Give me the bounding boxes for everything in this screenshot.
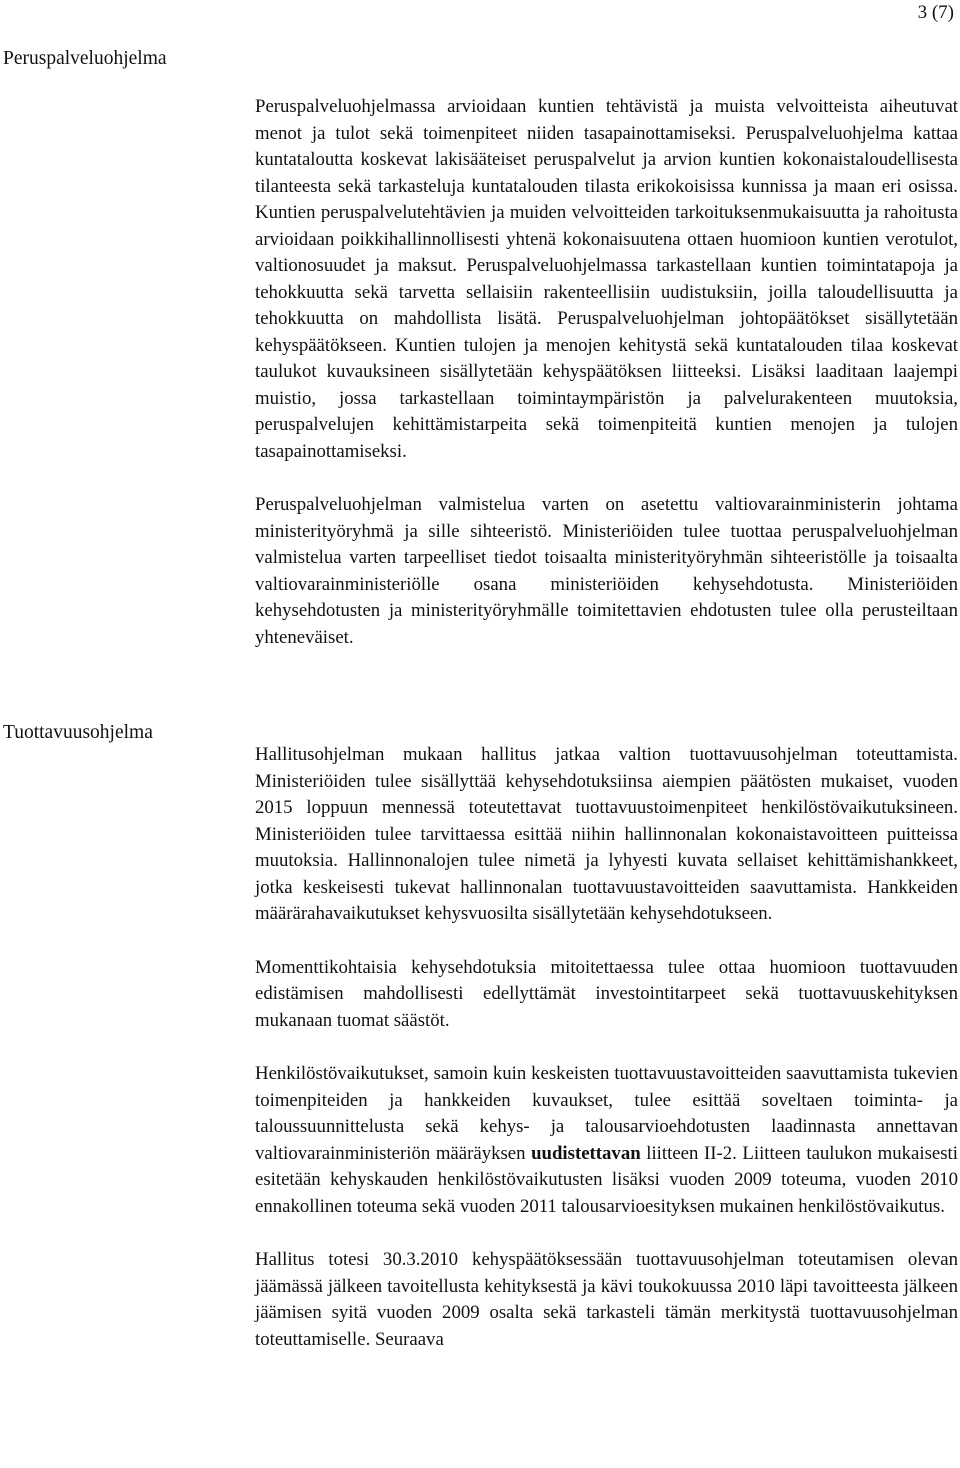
section-body-peruspalveluohjelma bbox=[255, 94, 958, 651]
section-heading-peruspalveluohjelma: Peruspalveluohjelma bbox=[3, 48, 167, 69]
page-number: 3 (7) bbox=[917, 2, 954, 23]
paragraph bbox=[255, 1061, 958, 1220]
section-body-tuottavuusohjelma bbox=[255, 742, 958, 1353]
paragraph: Peruspalveluohjelmassa arvioidaan kuntien tehtävistä ja muista velvoitteista aiheutuvat menot ja tulot sekä toimenpiteet niiden tasapainottamiseksi. Peruspalveluohjelma kattaa kuntataloutta koskevat lakisääteiset peruspalvelut ja arvion kuntien kokonaistaloudellisesta tilanteesta sekä tarkasteluja kuntatalouden tilasta erikokoisissa kunnissa ja maan eri osissa. Kuntien peruspalvelutehtävien ja muiden velvoitteiden tarkoituksenmukaisuutta ja rahoitusta arvioidaan poikkihallinnollisesti yhtenä kokonaisuutena ottaen huomioon kuntien verotulot, valtionosuudet ja maksut. Peruspalveluohjelmassa tarkastellaan kuntien toimintatapoja ja tehokkuutta sekä tarvetta sellaisiin rakenteellisiin uudistuksiin, joilla taloudellisuutta ja tehokkuutta on mahdollista lisätä. Peruspalveluohjelman johtopäätökset sisällytetään kehyspäätökseen. Kuntien tulojen ja menojen kehitystä sekä kuntatalouden tilaa koskevat taulukot kuvauksineen sisällytetään kehyspäätöksen liitteeksi. Lisäksi laaditaan laajempi muistio, jossa tarkastellaan toimintaympäristön ja palvelurakenteen muutoksia, peruspalvelujen kehittämistarpeita sekä toimenpiteitä kuntien menojen ja tulojen tasapainottamiseksi. bbox=[255, 96, 958, 462]
section-heading-tuottavuusohjelma: Tuottavuusohjelma bbox=[3, 722, 153, 743]
paragraph-text: liitteen II-2. Liitteen taulukon mukaisesti esitetään kehyskauden henkilöstövaikutusten lisäksi vuoden 2009 toteuma, vuoden 2010 ennakollinen toteuma sekä vuoden 2011 talousarvioesityksen mukainen henkilöstövaikutus. bbox=[255, 1142, 958, 1217]
paragraph: Hallitusohjelman mukaan hallitus jatkaa valtion tuottavuusohjelman toteuttamista. Ministeriöiden tulee sisällyttää kehysehdotuksiinsa aiempien päätösten mukaiset, vuoden 2015 loppuun mennessä toteutettavat tuottavuustoimenpiteet henkilöstövaikutuksineen. Ministeriöiden tulee tarvittaessa esittää niihin hallinnonalan kokonaistavoitteen puitteissa muutoksia. Hallinnonalojen tulee nimetä ja lyhyesti kuvata sellaiset kehittämishankkeet, jotka keskeisesti tukevat hallinnonalan tuottavuustavoitteiden saavuttamista. Hankkeiden määrärahavaikutukset kehysvuosilta sisällytetään kehysehdotukseen. bbox=[255, 744, 958, 924]
paragraph-text: Henkilöstövaikutukset, samoin kuin keskeisten tuottavuustavoitteiden saavuttamista tukevien toimenpiteiden ja hankkeiden kuvaukset, tulee esittää soveltaen toiminta- ja taloussuunnittelusta sekä kehys- ja talousarvioehdotusten laadinnasta annettavan valtiovarainministeriön määräyksen bbox=[255, 1063, 958, 1164]
bold-term: uudistettavan bbox=[531, 1142, 641, 1164]
paragraph: Hallitus totesi 30.3.2010 kehyspäätöksessään tuottavuusohjelman toteutamisen olevan jäämässä jälkeen tavoitellusta kehityksestä ja kävi toukokuussa 2010 läpi tavoitteesta jälkeen jäämisen syitä vuoden 2009 osalta sekä tarkasteli tämän merkitystä tuottavuusohjelman toteuttamiselle. Seuraava bbox=[255, 1249, 958, 1350]
paragraph: Peruspalveluohjelman valmistelua varten on asetettu valtiovarainministerin johtama ministerityöryhmä ja sille sihteeristö. Ministeriöiden tulee tuottaa peruspalveluohjelman valmistelua varten tarpeelliset tiedot toisaalta ministerityöryhmän sihteeristölle ja toisaalta valtiovarainministeriölle osana ministeriöiden kehysehdotusta. Ministeriöiden kehysehdotusten ja ministerityöryhmälle toimitettavien ehdotusten tulee olla perusteiltaan yhteneväiset. bbox=[255, 494, 958, 648]
paragraph: Momenttikohtaisia kehysehdotuksia mitoitettaessa tulee ottaa huomioon tuottavuuden edistämisen mahdollisesti edellyttämät investointitarpeet sekä tuottavuuskehityksen mukanaan tuomat säästöt. bbox=[255, 956, 958, 1031]
